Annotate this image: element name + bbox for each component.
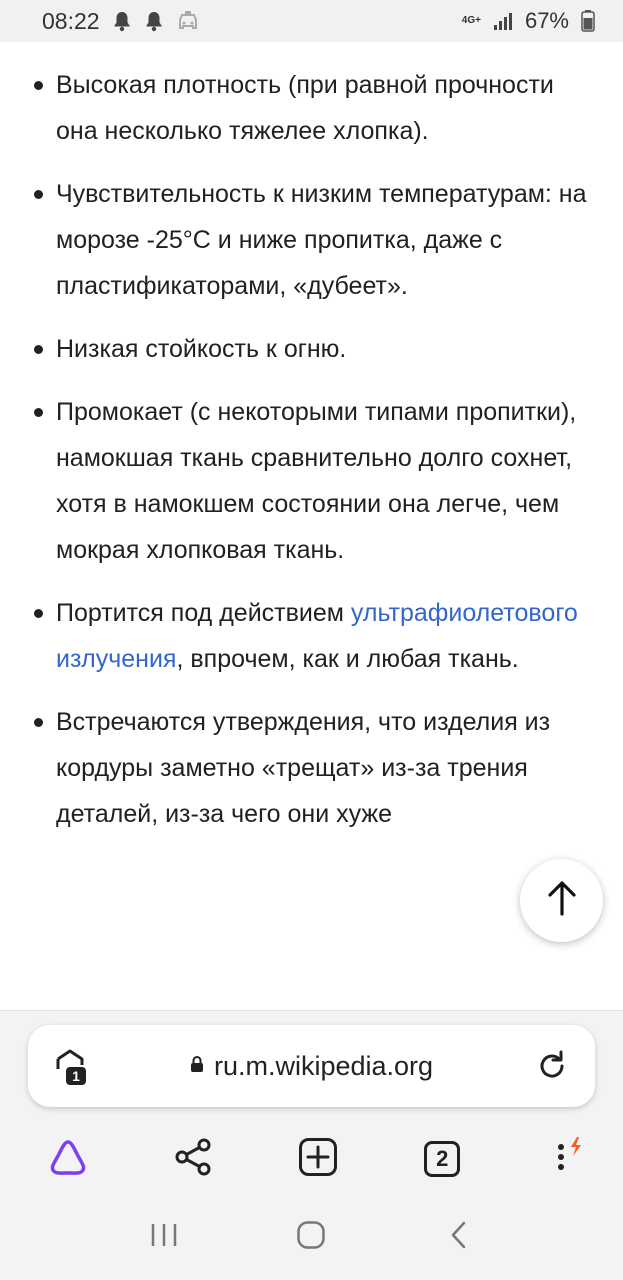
chevron-left-icon <box>449 1220 469 1255</box>
assistant-button[interactable] <box>46 1137 90 1181</box>
status-left <box>42 8 200 35</box>
recents-icon <box>150 1222 178 1253</box>
system-navigation <box>0 1194 623 1280</box>
home-button[interactable] <box>281 1212 341 1262</box>
tabs-count: 2 <box>424 1141 460 1177</box>
more-vertical-icon <box>547 1137 587 1182</box>
protect-shield-icon[interactable] <box>52 1047 92 1087</box>
alice-triangle-icon <box>47 1138 89 1181</box>
article-link[interactable]: ультрафиолетового излучения <box>56 599 578 673</box>
network-label: 4G+ <box>461 15 481 26</box>
bullet-text: Встречаются утверждения, что изделия из кордуры заметно «трещат» из-за трения деталей, из-за чего они хуже <box>56 708 551 828</box>
list-item <box>56 590 593 682</box>
status-time: 08:22 <box>42 7 100 34</box>
shield-badge: 1 <box>72 1068 80 1084</box>
battery-icon <box>581 10 595 32</box>
browser-chrome <box>0 1010 623 1194</box>
article-content[interactable] <box>0 42 623 1010</box>
bullet-text: Низкая стойкость к огню. <box>56 335 347 363</box>
battery-percent: 67% <box>524 8 569 33</box>
url-text: ru.m.wikipedia.org <box>213 1050 434 1081</box>
reload-icon[interactable] <box>535 1049 569 1083</box>
bell-icon <box>112 10 132 32</box>
bullet-text: Чувствительность к низким температурам: на морозе -25°C и ниже пропитка, даже с пластификаторами, «дубеет». <box>56 180 587 300</box>
bullet-text: , впрочем, как и любая ткань. <box>176 645 519 673</box>
list-item <box>56 171 593 309</box>
arrow-up-icon <box>547 880 577 921</box>
recents-button[interactable] <box>134 1212 194 1262</box>
url-field[interactable] <box>28 1051 595 1082</box>
share-button[interactable] <box>171 1137 215 1181</box>
bullet-list <box>0 42 623 837</box>
scroll-top-button[interactable] <box>520 859 603 942</box>
tabs-button[interactable] <box>420 1137 464 1181</box>
list-item <box>56 326 593 372</box>
network-type-icon <box>462 16 481 26</box>
status-bar <box>0 0 623 42</box>
address-bar[interactable] <box>28 1025 595 1107</box>
bullet-text: Портится под действием <box>56 599 351 627</box>
taxi-icon <box>176 10 200 32</box>
list-item <box>56 699 593 837</box>
home-icon <box>296 1220 326 1255</box>
back-button[interactable] <box>429 1212 489 1262</box>
browser-toolbar <box>0 1129 623 1189</box>
status-right <box>462 8 595 34</box>
list-item <box>56 62 593 154</box>
bullet-text: Промокает (с некоторыми типами пропитки), намокшая ткань сравнительно долго сохнет, хотя в намокшем состоянии она легче, чем мокрая хлопковая ткань. <box>56 398 577 564</box>
signal-icon <box>493 11 513 31</box>
menu-button[interactable] <box>545 1137 589 1181</box>
lock-icon <box>190 1055 204 1078</box>
share-icon <box>173 1137 213 1182</box>
bullet-text: Высокая плотность (при равной прочности она несколько тяжелее хлопка). <box>56 71 554 145</box>
bell-icon <box>144 10 164 32</box>
new-tab-button[interactable] <box>296 1137 340 1181</box>
list-item <box>56 389 593 573</box>
plus-square-icon <box>298 1137 338 1182</box>
